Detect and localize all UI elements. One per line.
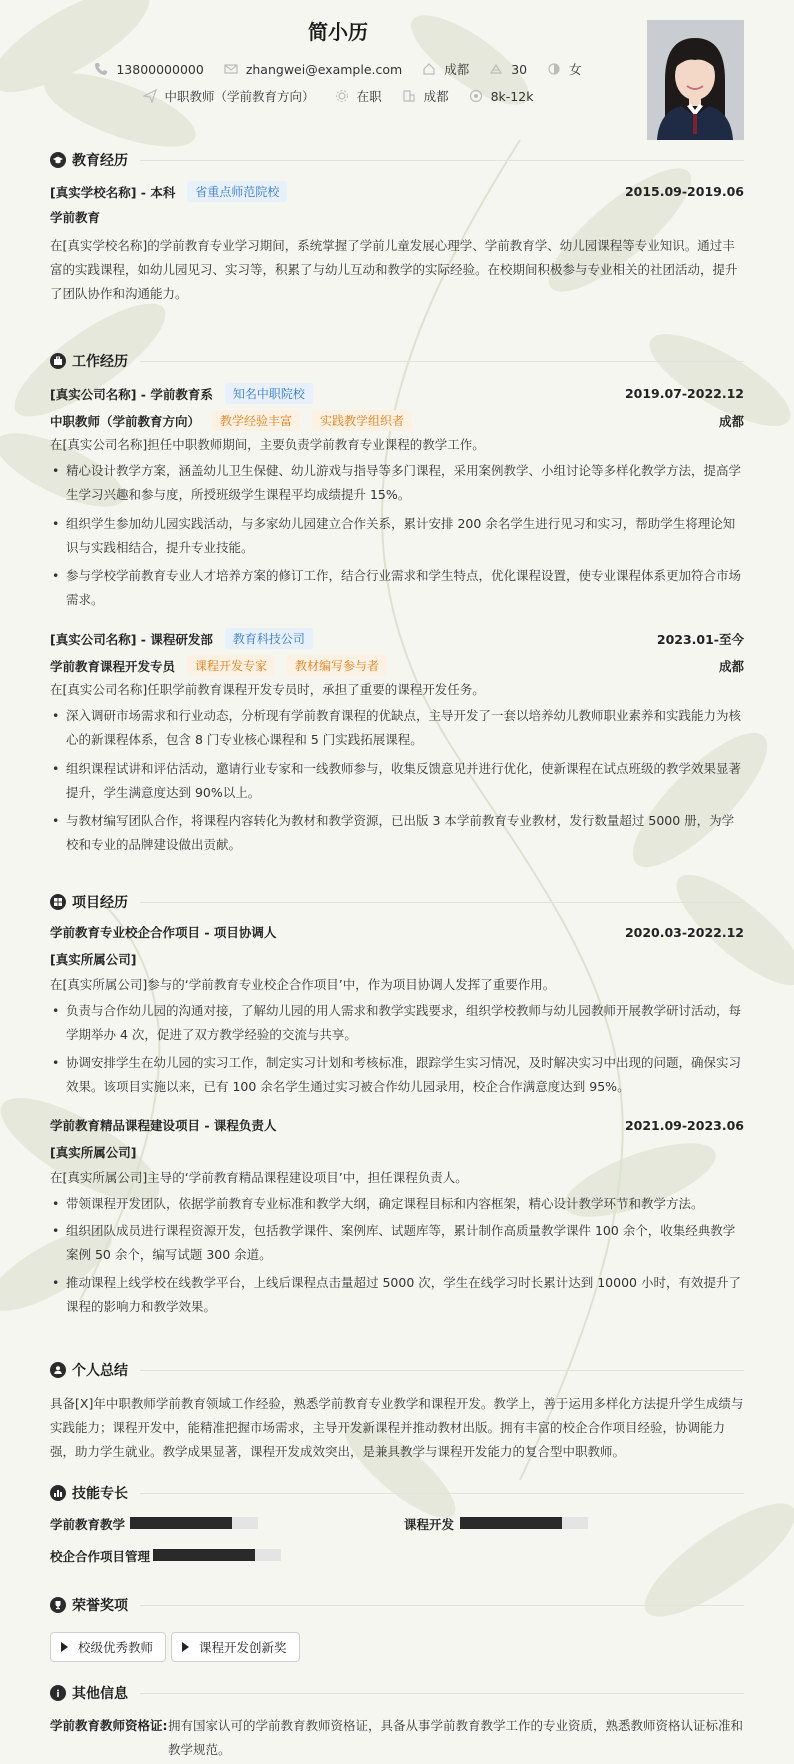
graduation-cap-icon xyxy=(50,152,66,168)
job-position-row xyxy=(50,655,744,676)
other-label: 学前教育教师资格证: xyxy=(50,1718,168,1733)
project-bullet: • 协调安排学生在幼儿园的实习工作，制定实习计划和考核标准，跟踪学生实习情况，及时解决实习中出现的问题，确保实习效果。该项目实施以来，已有 100 余名学生通过实习被合作幼儿园录用，校企合作满意度达到 95%。 xyxy=(50,1051,744,1099)
award-chip xyxy=(50,1632,166,1662)
summary-section xyxy=(50,1358,744,1468)
divider xyxy=(140,361,744,362)
age-text: 30 xyxy=(511,61,528,77)
job-info-row xyxy=(0,87,676,105)
job-intro: 在[真实公司名称]担任中职教师期间，主要负责学前教育专业课程的教学工作。 xyxy=(50,437,485,452)
school-name: [真实学校名称] - 本科 xyxy=(50,184,176,200)
status-text: 在职 xyxy=(356,89,382,104)
project-org-row xyxy=(50,950,744,968)
award-label: 校级优秀教师 xyxy=(78,1640,154,1655)
divider xyxy=(140,902,744,903)
skill-level-fill xyxy=(460,1517,562,1529)
divider xyxy=(140,1605,744,1606)
phone-icon xyxy=(94,62,108,76)
school-tag: 省重点师范院校 xyxy=(187,181,287,202)
section-title: 工作经历 xyxy=(72,354,128,370)
project-date: 2020.03-2022.12 xyxy=(624,924,744,940)
job-tag: 实践教学组织者 xyxy=(312,410,412,431)
user-icon xyxy=(50,1362,66,1378)
project-bullet: • 带领课程开发团队，依据学前教育专业标准和教学大纲，确定课程目标和内容框架，精心设计教学环节和教学方法。 xyxy=(50,1192,744,1216)
section-title: 项目经历 xyxy=(72,895,128,911)
project-bullet: • 组织团队成员进行课程资源开发，包括教学课件、案例库、试题库等，累计制作高质量教学课件 100 余个，收集经典教学案例 50 余个，编写试题 300 余道。 xyxy=(50,1219,744,1267)
job-position: 学前教育课程开发专员 xyxy=(50,658,176,674)
city-text: 成都 xyxy=(444,62,470,77)
skill-name: 课程开发 xyxy=(404,1517,455,1532)
education-section xyxy=(50,148,744,301)
project-intro: 在[真实所属公司]主导的‘学前教育精品课程建设项目’中，担任课程负责人。 xyxy=(50,1170,468,1185)
salary-text: 8k-12k xyxy=(490,88,534,104)
status-info xyxy=(335,87,382,105)
gear-icon xyxy=(335,89,349,103)
education-description: 在[真实学校名称]的学前教育专业学习期间，系统掌握了学前儿童发展心理学、学前教育学、幼儿园课程等专业知识。通过丰富的实践课程，如幼儿园见习、实习等，积累了与幼儿互动和教学的实际经验。在校期间积极参与专业相关的社团活动，提升了团队协作和沟通能力。 xyxy=(50,238,738,301)
project-org: [真实所属公司] xyxy=(50,1145,137,1160)
skill-level-bar xyxy=(130,1517,258,1529)
section-title: 教育经历 xyxy=(72,153,128,169)
target-position-info xyxy=(143,87,315,105)
chart-icon xyxy=(50,1485,66,1501)
education-date: 2015.09-2019.06 xyxy=(624,184,744,199)
job-bullet: • 参与学校学前教育专业人才培养方案的修订工作，结合行业需求和学生特点，优化课程设置，使专业课程体系更加符合市场需求。 xyxy=(50,564,744,612)
resume-header xyxy=(0,0,794,160)
salary-icon xyxy=(469,89,483,103)
skill-level-bar xyxy=(460,1517,588,1529)
project-date: 2021.09-2023.06 xyxy=(624,1117,744,1133)
send-icon xyxy=(143,89,157,103)
company-name: [真实公司名称] - 课程研发部 xyxy=(50,631,213,647)
job-date: 2019.07-2022.12 xyxy=(624,386,744,401)
phone-info xyxy=(94,60,203,78)
major-name: 学前教育 xyxy=(50,210,101,225)
job-company-row xyxy=(50,383,744,404)
divider xyxy=(140,1693,744,1694)
grid-icon xyxy=(50,894,66,910)
project-title-row xyxy=(50,1116,744,1134)
project-title-row xyxy=(50,923,744,941)
project-name: 学前教育精品课程建设项目 - 课程负责人 xyxy=(50,1118,277,1133)
project-org-row xyxy=(50,1143,744,1161)
job-bullet: • 与教材编写团队合作，将课程内容转化为教材和教学资源，已出版 3 本学前教育专业教材，发行数量超过 5000 册，为学校和专业的品牌建设做出贡献。 xyxy=(50,809,744,857)
job-intro: 在[真实公司名称]任职学前教育课程开发专员时，承担了重要的课程开发任务。 xyxy=(50,682,485,697)
candidate-name: 简小历 xyxy=(308,20,368,44)
play-icon xyxy=(61,1642,68,1652)
job-city: 成都 xyxy=(718,413,744,429)
project-bullet: • 负责与合作幼儿园的沟通对接，了解幼儿园的用人需求和教学实践要求，组织学校教师与幼儿园教师开展教学研讨活动，每学期举办 4 次，促进了双方教学经验的交流与共享。 xyxy=(50,999,744,1047)
job-city: 成都 xyxy=(718,658,744,674)
skill-level-bar xyxy=(153,1549,281,1561)
skill-item xyxy=(404,1515,454,1533)
gender-info xyxy=(547,60,582,78)
city-info xyxy=(422,60,469,78)
gender-icon xyxy=(547,62,561,76)
briefcase-icon xyxy=(50,353,66,369)
email-text: zhangwei@example.com xyxy=(245,61,403,77)
projects-section xyxy=(50,890,744,1350)
skill-item xyxy=(50,1547,150,1565)
skill-level-fill xyxy=(130,1517,232,1529)
home-icon xyxy=(422,62,436,76)
age-info xyxy=(489,60,527,78)
salary-info xyxy=(469,87,534,105)
building-icon xyxy=(402,89,416,103)
job-date: 2023.01-至今 xyxy=(656,631,744,647)
skill-level-fill xyxy=(153,1549,255,1561)
job-tag: 教材编写参与者 xyxy=(287,655,387,676)
job-company-row xyxy=(50,628,744,649)
project-intro: 在[真实所属公司]参与的‘学前教育专业校企合作项目’中，作为项目协调人发挥了重要作用。 xyxy=(50,977,556,992)
trophy-icon xyxy=(50,1597,66,1613)
award-label: 课程开发创新奖 xyxy=(199,1640,287,1655)
divider xyxy=(140,1493,744,1494)
awards-section xyxy=(50,1593,744,1673)
summary-text: 具备[X]年中职教师学前教育领域工作经验，熟悉学前教育专业教学和课程开发。教学上，善于运用多样化方法提升学生成绩与实践能力；课程开发中，能精准把握市场需求，主导开发新课程并推动教材出版。拥有丰富的校企合作项目经验，协调能力强，助力学生就业。教学成果显著，课程开发成效突出，是兼具教学与课程开发能力的复合型中职教师。 xyxy=(50,1396,744,1459)
job-bullet: • 组织课程试讲和评估活动，邀请行业专家和一线教师参与，收集反馈意见并进行优化，使新课程在试点班级的教学效果显著提升，学生满意度达到 90%以上。 xyxy=(50,757,744,805)
skill-item xyxy=(50,1515,125,1533)
skill-name: 学前教育教学 xyxy=(50,1517,126,1532)
project-org: [真实所属公司] xyxy=(50,952,137,967)
job-tag: 课程开发专家 xyxy=(187,655,275,676)
skills-section xyxy=(50,1481,744,1581)
project-bullet: • 推动课程上线学校在线教学平台，上线后课程点击量超过 5000 次，学生在线学习时长累计达到 10000 小时，有效提升了课程的影响力和教学效果。 xyxy=(50,1271,744,1319)
awards-header xyxy=(50,1593,744,1617)
job-bullet: • 组织学生参加幼儿园实践活动，与多家幼儿园建立合作关系，累计安排 200 余名学生进行见习和实习，帮助学生将理论知识与实践相结合，提升专业技能。 xyxy=(50,512,744,560)
profile-photo xyxy=(647,20,744,140)
job-bullet: • 深入调研市场需求和行业动态，分析现有学前教育课程的优缺点，主导开发了一套以培养幼儿教师职业素养和实践能力为核心的新课程体系，包含 8 门专业核心课程和 5 门实践拓展课程。 xyxy=(50,704,744,752)
phone-text: 13800000000 xyxy=(116,61,204,77)
company-tag: 知名中职院校 xyxy=(225,383,313,404)
age-icon xyxy=(489,62,503,76)
job-bullet: • 精心设计教学方案，涵盖幼儿卫生保健、幼儿游戏与指导等多门课程，采用案例教学、小组讨论等多样化教学方法，提高学生学习兴趣和参与度，所授班级学生课程平均成绩提升 15%。 xyxy=(50,459,744,507)
target-city-text: 成都 xyxy=(423,89,449,104)
divider xyxy=(140,160,744,161)
contact-info-row xyxy=(0,60,676,78)
other-text: 拥有国家认可的学前教育教师资格证，具备从事学前教育教学工作的专业资质，熟悉教师资格认证标准和教学规范。 xyxy=(168,1718,744,1757)
project-name: 学前教育专业校企合作项目 - 项目协调人 xyxy=(50,925,277,940)
divider xyxy=(140,1370,744,1371)
job-tag: 教学经验丰富 xyxy=(212,410,300,431)
mail-icon xyxy=(224,62,238,76)
education-header xyxy=(50,148,744,172)
other-section xyxy=(50,1681,744,1761)
company-name: [真实公司名称] - 学前教育系 xyxy=(50,386,213,402)
other-header xyxy=(50,1681,744,1705)
education-row xyxy=(50,181,744,202)
gender-text: 女 xyxy=(569,62,582,77)
section-title: 荣誉奖项 xyxy=(72,1598,128,1614)
company-tag: 教育科技公司 xyxy=(225,628,313,649)
skill-name: 校企合作项目管理 xyxy=(50,1549,151,1564)
info-icon xyxy=(50,1685,66,1701)
work-header xyxy=(50,349,744,373)
section-title: 其他信息 xyxy=(72,1686,128,1702)
award-chip xyxy=(171,1632,300,1662)
job-position: 中职教师（学前教育方向） xyxy=(50,413,201,429)
play-icon xyxy=(182,1642,189,1652)
skills-header xyxy=(50,1481,744,1505)
target-city-info xyxy=(402,87,449,105)
section-title: 技能专长 xyxy=(72,1486,128,1502)
work-section xyxy=(50,349,744,869)
summary-header xyxy=(50,1358,744,1382)
email-info xyxy=(224,60,402,78)
job-position-row xyxy=(50,410,744,431)
projects-header xyxy=(50,890,744,914)
target-position-text: 中职教师（学前教育方向） xyxy=(164,89,315,104)
section-title: 个人总结 xyxy=(72,1363,128,1379)
major-row xyxy=(50,208,744,226)
